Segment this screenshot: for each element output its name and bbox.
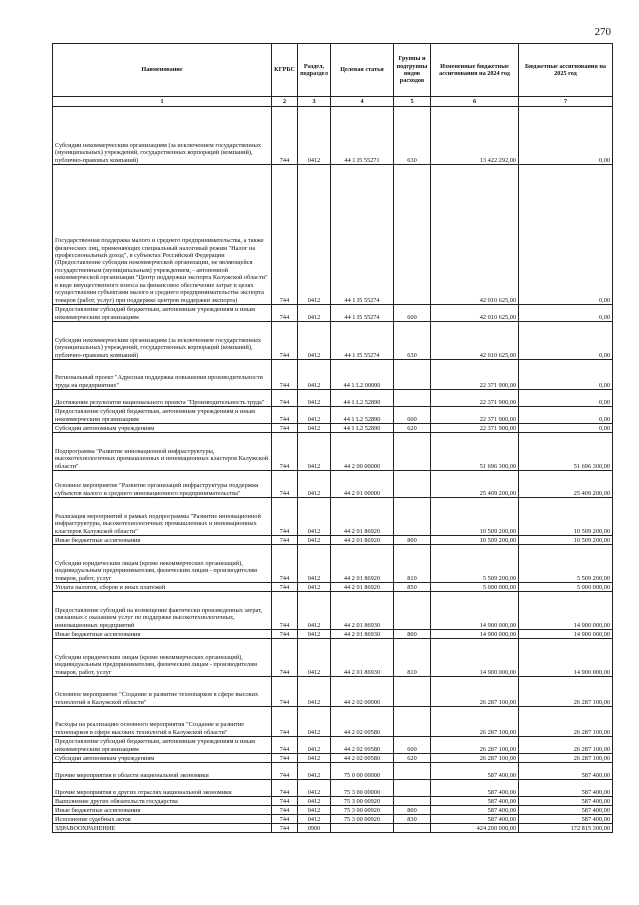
- row-name: Выполнение других обязательств государства: [53, 797, 272, 806]
- row-section: 0412: [298, 424, 331, 433]
- row-amount-2024: 587 400,00: [431, 797, 519, 806]
- row-name: Субсидии юридическим лицам (кроме некоммерческих организаций), индивидуальным предпринимателям, физическим лицам - производителям товаров, работ, услуг: [53, 639, 272, 677]
- row-name: ЗДРАВООХРАНЕНИЕ: [53, 824, 272, 833]
- row-target: 75 3 00 00000: [331, 780, 394, 797]
- row-amount-2025: 0,00: [519, 322, 613, 360]
- row-group: [394, 498, 431, 536]
- row-name: Региональный проект "Адресная поддержка повышения производительности труда на предприятиях": [53, 360, 272, 390]
- row-amount-2025: 26 287 100,00: [519, 677, 613, 707]
- table-row: [53, 107, 613, 165]
- row-target: 44 2 02 00580: [331, 737, 394, 754]
- row-amount-2024: 51 696 300,00: [431, 433, 519, 471]
- row-section: 0412: [298, 592, 331, 630]
- row-amount-2025: 172 815 300,00: [519, 824, 613, 833]
- row-name: Исполнение судебных актов: [53, 815, 272, 824]
- row-amount-2024: 13 422 292,00: [431, 107, 519, 165]
- row-name: Субсидии автономным учреждениям: [53, 424, 272, 433]
- row-group: 830: [394, 815, 431, 824]
- row-amount-2025: 25 409 200,00: [519, 471, 613, 498]
- table-row: [53, 737, 613, 754]
- row-kgrbs: 744: [272, 305, 298, 322]
- table-row: [53, 630, 613, 639]
- row-name: Подпрограмма "Развитие инновационной инфраструктуры, высокотехнологичных промышленных и инновационных кластеров Калужской области": [53, 433, 272, 471]
- row-section: 0412: [298, 498, 331, 536]
- row-kgrbs: 744: [272, 639, 298, 677]
- table-row: [53, 407, 613, 424]
- header-kgrbs: КГРБС: [272, 44, 298, 97]
- row-target: 44 1 L2 00000: [331, 360, 394, 390]
- row-amount-2025: 0,00: [519, 407, 613, 424]
- row-amount-2024: 42 010 625,00: [431, 165, 519, 305]
- row-name: Предоставление субсидий бюджетным, автономным учреждениям и иным некоммерческим организациям: [53, 407, 272, 424]
- table-row: [53, 498, 613, 536]
- row-kgrbs: 744: [272, 390, 298, 407]
- row-group: [394, 824, 431, 833]
- table-row: [53, 824, 613, 833]
- row-name: Субсидии некоммерческим организациям (за исключением государственных (муниципальных) учреждений, государственных корпораций (компаний), публично-правовых компаний): [53, 322, 272, 360]
- row-section: 0900: [298, 824, 331, 833]
- row-target: 44 2 02 00580: [331, 754, 394, 763]
- row-name: Основное мероприятие "Создание и развитие технопарков в сфере высоких технологий в Калужской области": [53, 677, 272, 707]
- row-amount-2025: 587 400,00: [519, 780, 613, 797]
- row-kgrbs: 744: [272, 677, 298, 707]
- row-name: Субсидии автономным учреждениям: [53, 754, 272, 763]
- column-number-row: [53, 97, 613, 107]
- row-section: 0412: [298, 107, 331, 165]
- row-name: Расходы на реализацию основного мероприятия "Создание и развитие технопарков в сфере высоких технологий в Калужской области": [53, 707, 272, 737]
- row-amount-2025: 26 287 100,00: [519, 707, 613, 737]
- row-target: 44 1 I5 55274: [331, 322, 394, 360]
- page-number: 270: [594, 26, 611, 38]
- row-group: 630: [394, 322, 431, 360]
- row-section: 0412: [298, 754, 331, 763]
- row-section: 0412: [298, 707, 331, 737]
- table-row: [53, 536, 613, 545]
- row-amount-2025: 0,00: [519, 424, 613, 433]
- row-section: 0412: [298, 630, 331, 639]
- row-target: 44 2 01 86920: [331, 545, 394, 583]
- row-amount-2025: 0,00: [519, 360, 613, 390]
- row-section: 0412: [298, 639, 331, 677]
- table-row: [53, 754, 613, 763]
- row-amount-2025: 0,00: [519, 305, 613, 322]
- row-target: 44 1 I5 55271: [331, 107, 394, 165]
- row-section: 0412: [298, 433, 331, 471]
- column-number: 3: [298, 97, 331, 107]
- row-section: 0412: [298, 583, 331, 592]
- row-section: 0412: [298, 536, 331, 545]
- row-amount-2025: 10 509 200,00: [519, 498, 613, 536]
- row-amount-2024: 10 509 200,00: [431, 536, 519, 545]
- table-row: [53, 797, 613, 806]
- row-group: [394, 165, 431, 305]
- row-kgrbs: 744: [272, 471, 298, 498]
- row-group: [394, 471, 431, 498]
- row-group: [394, 677, 431, 707]
- row-kgrbs: 744: [272, 630, 298, 639]
- row-amount-2024: 26 287 100,00: [431, 677, 519, 707]
- row-section: 0412: [298, 780, 331, 797]
- table-row: [53, 424, 613, 433]
- header-section: Раздел, подраздел: [298, 44, 331, 97]
- row-group: [394, 390, 431, 407]
- row-amount-2025: 14 900 000,00: [519, 592, 613, 630]
- row-kgrbs: 744: [272, 737, 298, 754]
- table-row: [53, 390, 613, 407]
- row-amount-2025: 0,00: [519, 165, 613, 305]
- column-number: 2: [272, 97, 298, 107]
- row-amount-2024: 42 010 625,00: [431, 322, 519, 360]
- table-row: [53, 707, 613, 737]
- row-kgrbs: 744: [272, 536, 298, 545]
- row-kgrbs: 744: [272, 583, 298, 592]
- row-amount-2025: 0,00: [519, 390, 613, 407]
- row-kgrbs: 744: [272, 322, 298, 360]
- row-group: [394, 763, 431, 780]
- header-budget-2025: Бюджетные ассигнования на 2025 год: [519, 44, 613, 97]
- row-name: Иные бюджетные ассигнования: [53, 806, 272, 815]
- row-name: Предоставление субсидий бюджетным, автономным учреждениям и иным некоммерческим организациям: [53, 305, 272, 322]
- row-target: 75 3 00 00920: [331, 806, 394, 815]
- row-amount-2024: 25 409 200,00: [431, 471, 519, 498]
- row-target: 44 2 02 00580: [331, 707, 394, 737]
- row-section: 0412: [298, 737, 331, 754]
- row-section: 0412: [298, 390, 331, 407]
- row-section: 0412: [298, 815, 331, 824]
- row-amount-2025: 587 400,00: [519, 797, 613, 806]
- row-target: 44 1 I5 55274: [331, 305, 394, 322]
- row-name: Иные бюджетные ассигнования: [53, 630, 272, 639]
- row-amount-2024: 26 287 100,00: [431, 707, 519, 737]
- row-amount-2024: 587 400,00: [431, 763, 519, 780]
- row-target: 44 2 01 86930: [331, 639, 394, 677]
- budget-table: [52, 43, 613, 833]
- row-name: Предоставление субсидий бюджетным, автономным учреждениям и иным некоммерческим организациям: [53, 737, 272, 754]
- table-row: [53, 165, 613, 305]
- row-group: [394, 780, 431, 797]
- row-group: [394, 707, 431, 737]
- row-kgrbs: 744: [272, 815, 298, 824]
- row-target: 44 1 L2 52890: [331, 407, 394, 424]
- row-group: 600: [394, 737, 431, 754]
- row-target: 44 2 01 86930: [331, 592, 394, 630]
- row-section: 0412: [298, 322, 331, 360]
- row-amount-2024: 14 900 000,00: [431, 592, 519, 630]
- row-amount-2025: 14 900 000,00: [519, 630, 613, 639]
- row-amount-2024: 14 900 000,00: [431, 630, 519, 639]
- row-name: Субсидии юридическим лицам (кроме некоммерческих организаций), индивидуальным предпринимателям, физическим лицам - производителям товаров, работ, услуг: [53, 545, 272, 583]
- row-section: 0412: [298, 545, 331, 583]
- row-name: Прочие мероприятия в других отраслях национальной экономики: [53, 780, 272, 797]
- row-section: 0412: [298, 407, 331, 424]
- header-target: Целевая статья: [331, 44, 394, 97]
- row-target: 75 3 00 00920: [331, 797, 394, 806]
- row-amount-2025: 5 509 200,00: [519, 545, 613, 583]
- row-section: 0412: [298, 806, 331, 815]
- table-row: [53, 639, 613, 677]
- row-amount-2024: 587 400,00: [431, 815, 519, 824]
- header-group: Группы и подгруппы видов расходов: [394, 44, 431, 97]
- row-target: 44 2 01 86930: [331, 630, 394, 639]
- row-target: [331, 824, 394, 833]
- row-kgrbs: 744: [272, 592, 298, 630]
- table-row: [53, 763, 613, 780]
- table-row: [53, 592, 613, 630]
- row-amount-2024: 424 200 000,00: [431, 824, 519, 833]
- table-row: [53, 780, 613, 797]
- row-target: 44 1 L2 52890: [331, 424, 394, 433]
- row-amount-2024: 22 371 900,00: [431, 407, 519, 424]
- row-section: 0412: [298, 360, 331, 390]
- row-amount-2024: 5 509 200,00: [431, 545, 519, 583]
- row-name: Прочие мероприятия в области национальной экономики: [53, 763, 272, 780]
- row-target: 44 2 00 00000: [331, 433, 394, 471]
- row-section: 0412: [298, 677, 331, 707]
- column-number: 5: [394, 97, 431, 107]
- row-target: 44 2 01 86920: [331, 583, 394, 592]
- table-row: [53, 677, 613, 707]
- row-name: Государственная поддержка малого и среднего предпринимательства, а также физических лиц, применяющих специальный налоговый режим "Налог на профессиональный доход", в субъектах Российской Федерации (Предоставление субсидии некоммерческой организации, не являющейся государственным (муниципальным) учреждением, - автономной некоммерческой организации "Центр поддержки экспорта Калужской области" в виде имущественного взноса на финансовое обеспечение затрат в целях осуществления субъектами малого и среднего предпринимательства экспорта товаров (работ, услуг) при поддержке центров поддержки экспорта): [53, 165, 272, 305]
- row-amount-2024: 587 400,00: [431, 806, 519, 815]
- row-amount-2024: 22 371 900,00: [431, 360, 519, 390]
- row-kgrbs: 744: [272, 360, 298, 390]
- column-number: 4: [331, 97, 394, 107]
- row-kgrbs: 744: [272, 806, 298, 815]
- table-row: [53, 545, 613, 583]
- table-row: [53, 471, 613, 498]
- row-group: 620: [394, 424, 431, 433]
- row-kgrbs: 744: [272, 498, 298, 536]
- table-row: [53, 806, 613, 815]
- row-section: 0412: [298, 305, 331, 322]
- table-row: [53, 322, 613, 360]
- row-amount-2024: 14 900 000,00: [431, 639, 519, 677]
- row-amount-2024: 42 010 625,00: [431, 305, 519, 322]
- row-amount-2025: 587 400,00: [519, 763, 613, 780]
- row-amount-2025: 587 400,00: [519, 806, 613, 815]
- row-group: [394, 797, 431, 806]
- table-row: [53, 433, 613, 471]
- row-amount-2024: 26 287 100,00: [431, 737, 519, 754]
- row-name: Реализация мероприятий в рамках подпрограммы "Развитие инновационной инфраструктуры, высокотехнологичных промышленных и инновационных кластеров Калужской области": [53, 498, 272, 536]
- row-amount-2025: 5 000 000,00: [519, 583, 613, 592]
- row-kgrbs: 744: [272, 433, 298, 471]
- row-amount-2025: 587 400,00: [519, 815, 613, 824]
- row-group: 800: [394, 630, 431, 639]
- row-kgrbs: 744: [272, 754, 298, 763]
- row-kgrbs: 744: [272, 824, 298, 833]
- row-group: 800: [394, 806, 431, 815]
- row-amount-2024: 22 371 900,00: [431, 390, 519, 407]
- row-kgrbs: 744: [272, 797, 298, 806]
- row-name: Достижение результатов национального проекта "Производительность труда": [53, 390, 272, 407]
- row-kgrbs: 744: [272, 424, 298, 433]
- row-kgrbs: 744: [272, 707, 298, 737]
- row-group: 620: [394, 754, 431, 763]
- row-group: 630: [394, 107, 431, 165]
- row-target: 44 2 01 86920: [331, 498, 394, 536]
- row-target: 44 2 02 00000: [331, 677, 394, 707]
- row-kgrbs: 744: [272, 545, 298, 583]
- row-group: [394, 592, 431, 630]
- row-target: 44 2 01 00000: [331, 471, 394, 498]
- row-section: 0412: [298, 471, 331, 498]
- row-amount-2025: 26 287 100,00: [519, 737, 613, 754]
- row-name: Основное мероприятие "Развитие организаций инфраструктуры поддержки субъектов малого и среднего инновационного предпринимательства": [53, 471, 272, 498]
- row-amount-2024: 5 000 000,00: [431, 583, 519, 592]
- row-kgrbs: 744: [272, 780, 298, 797]
- row-section: 0412: [298, 797, 331, 806]
- row-group: [394, 360, 431, 390]
- row-section: 0412: [298, 165, 331, 305]
- row-amount-2025: 51 696 300,00: [519, 433, 613, 471]
- row-amount-2025: 0,00: [519, 107, 613, 165]
- row-group: 810: [394, 639, 431, 677]
- header-name: Наименование: [53, 44, 272, 97]
- header-row: [53, 44, 613, 97]
- row-kgrbs: 744: [272, 407, 298, 424]
- row-name: Уплата налогов, сборов и иных платежей: [53, 583, 272, 592]
- row-kgrbs: 744: [272, 763, 298, 780]
- row-target: 75 0 00 00000: [331, 763, 394, 780]
- row-section: 0412: [298, 763, 331, 780]
- row-target: 75 3 00 00920: [331, 815, 394, 824]
- row-group: 850: [394, 583, 431, 592]
- table-row: [53, 305, 613, 322]
- row-amount-2025: 26 287 100,00: [519, 754, 613, 763]
- row-amount-2024: 10 509 200,00: [431, 498, 519, 536]
- row-amount-2025: 10 509 200,00: [519, 536, 613, 545]
- row-name: Иные бюджетные ассигнования: [53, 536, 272, 545]
- row-amount-2025: 14 900 000,00: [519, 639, 613, 677]
- table-row: [53, 360, 613, 390]
- row-kgrbs: 744: [272, 165, 298, 305]
- row-kgrbs: 744: [272, 107, 298, 165]
- row-name: Субсидии некоммерческим организациям (за исключением государственных (муниципальных) учреждений, государственных корпораций (компаний), публично-правовых компаний): [53, 107, 272, 165]
- column-number: 1: [53, 97, 272, 107]
- row-target: 44 2 01 86920: [331, 536, 394, 545]
- header-changed-2024: Измененные бюджетные ассигнования на 2024 год: [431, 44, 519, 97]
- table-row: [53, 583, 613, 592]
- row-group: [394, 433, 431, 471]
- row-amount-2024: 587 400,00: [431, 780, 519, 797]
- row-group: 600: [394, 407, 431, 424]
- row-target: 44 1 L2 52890: [331, 390, 394, 407]
- table-row: [53, 815, 613, 824]
- row-group: 600: [394, 305, 431, 322]
- row-target: 44 1 I5 55274: [331, 165, 394, 305]
- row-group: 800: [394, 536, 431, 545]
- row-group: 810: [394, 545, 431, 583]
- row-name: Предоставление субсидий на возмещение фактически произведенных затрат, связанных с оказанием услуг по поддержке высокотехнологичных, инновационных предприятий: [53, 592, 272, 630]
- row-amount-2024: 22 371 900,00: [431, 424, 519, 433]
- column-number: 7: [519, 97, 613, 107]
- row-amount-2024: 26 287 100,00: [431, 754, 519, 763]
- column-number: 6: [431, 97, 519, 107]
